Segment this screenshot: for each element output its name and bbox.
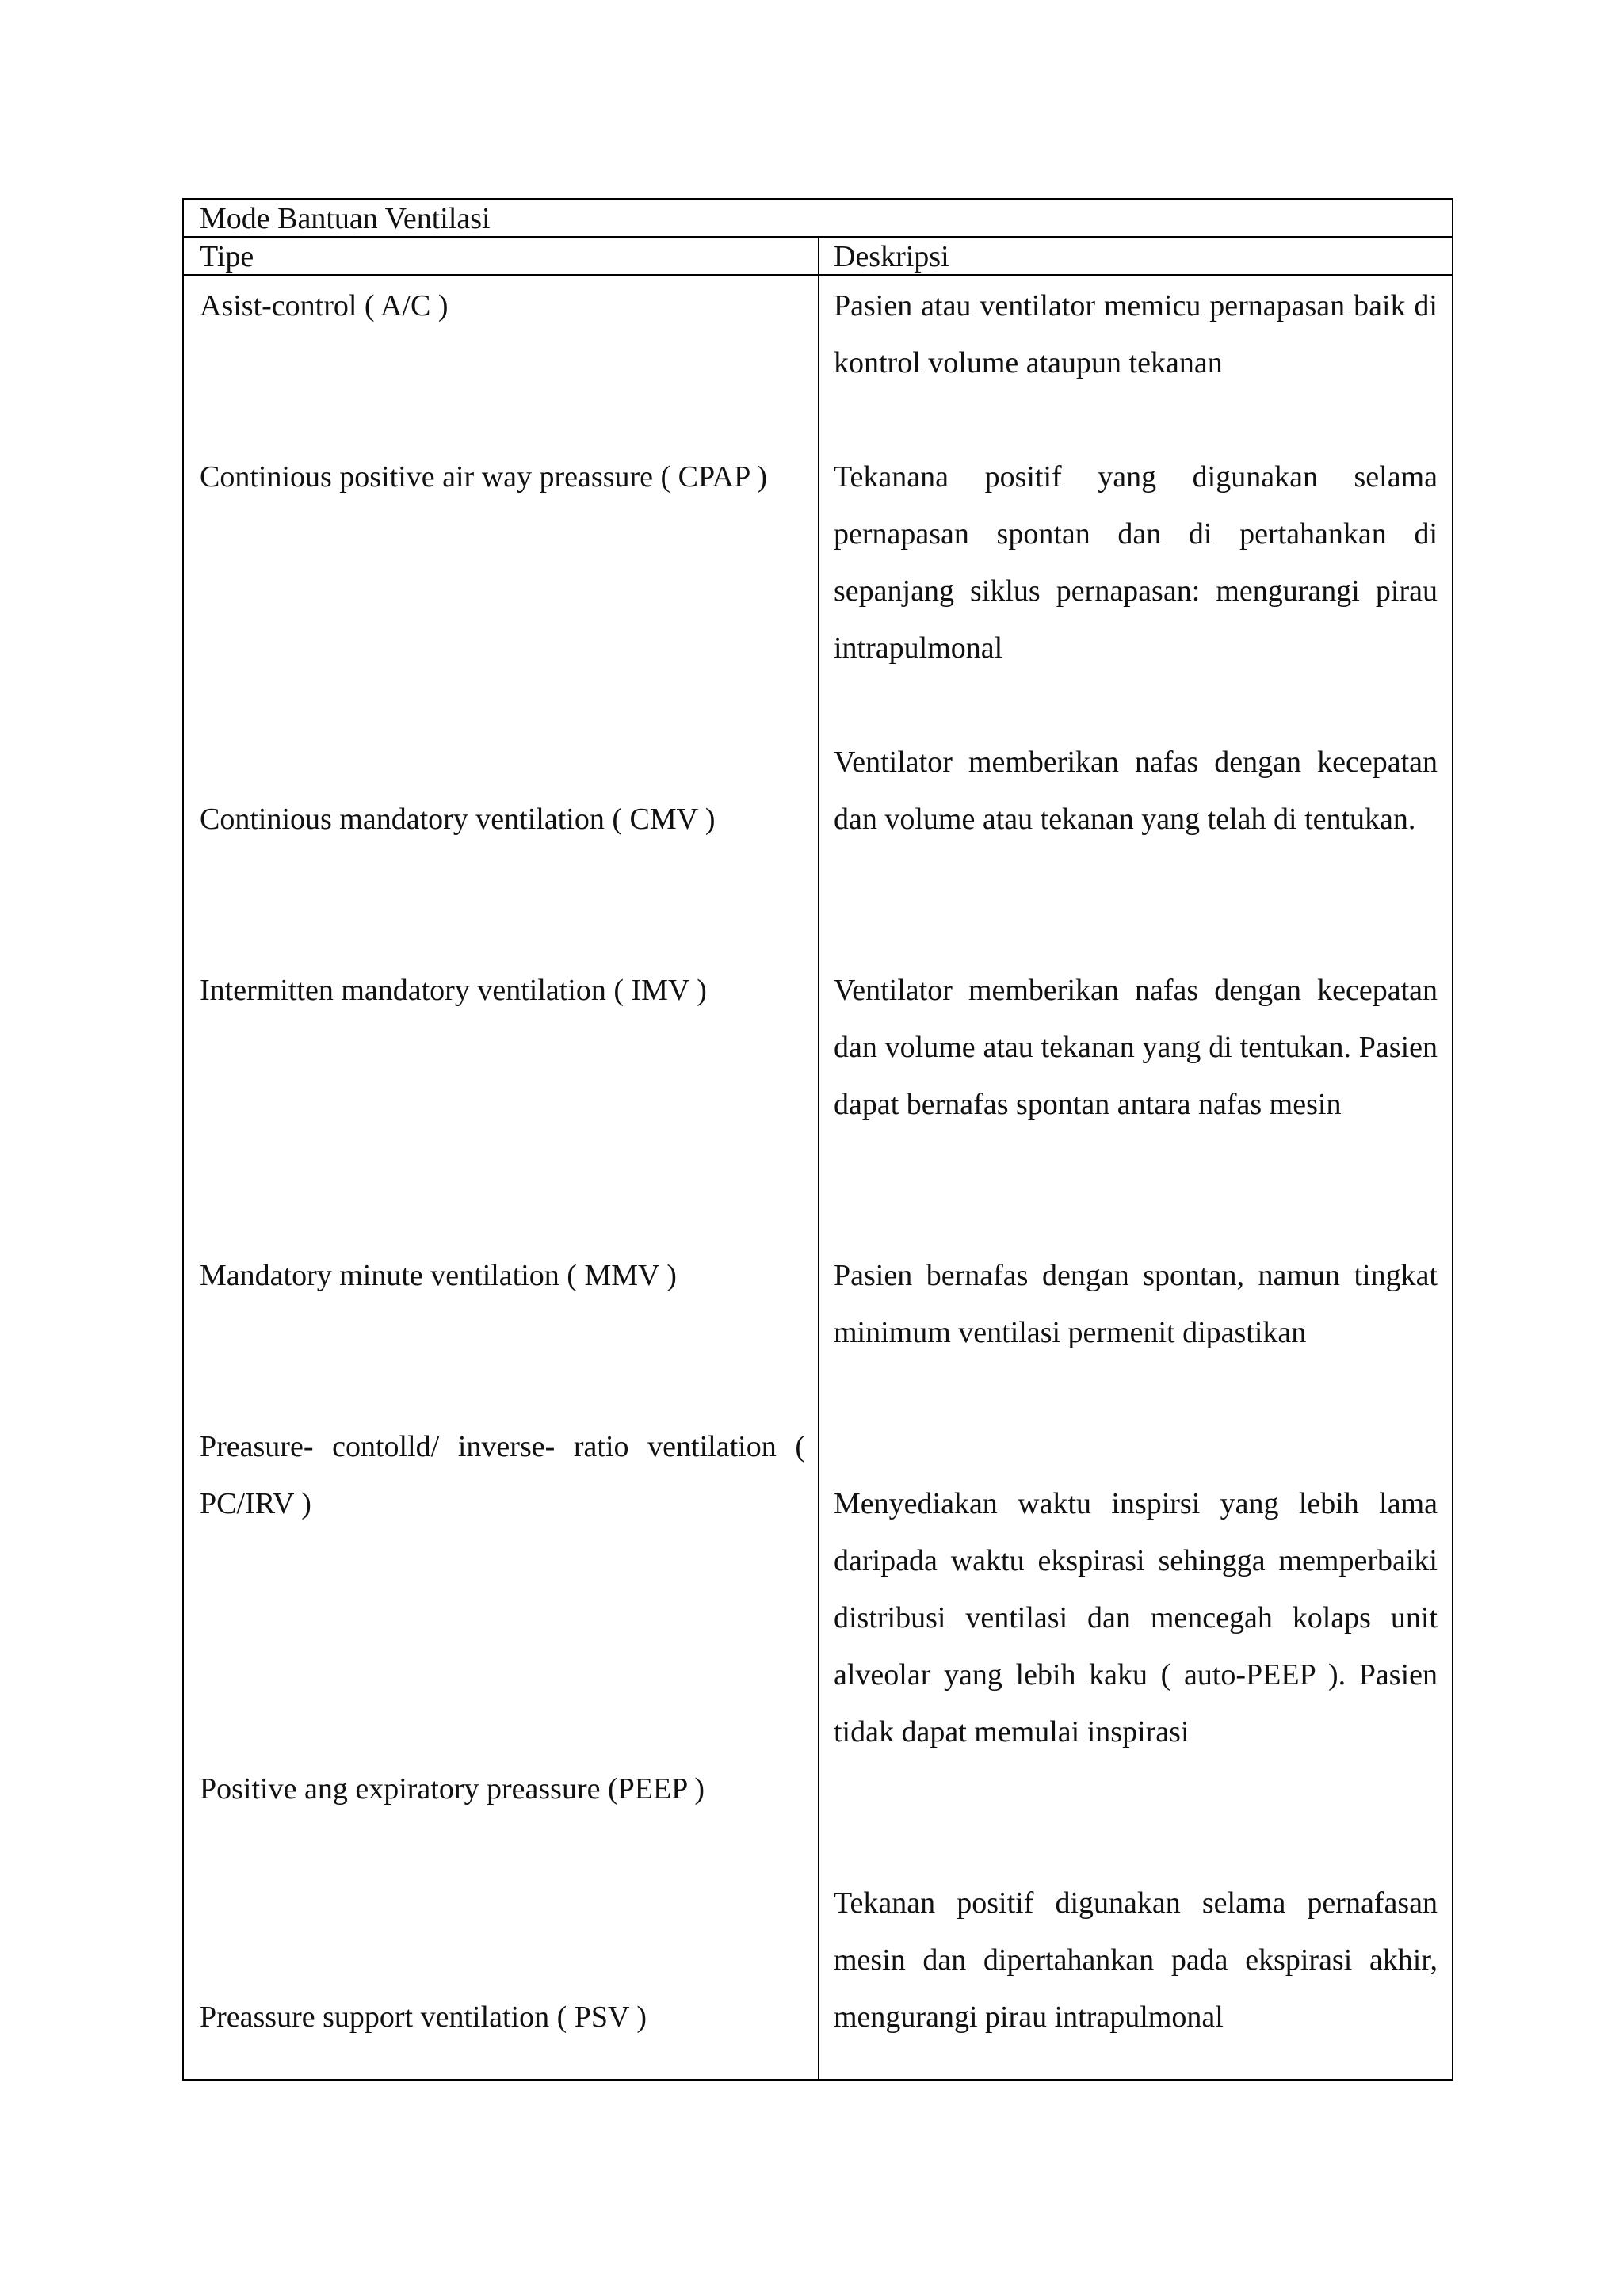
header-type: Tipe [200, 240, 254, 273]
type-cell: Asist-control ( A/C ) [200, 289, 449, 322]
table-title-row [184, 200, 1452, 238]
type-cell: Preassure support ventilation ( PSV ) [200, 2000, 647, 2034]
description-cell: Pasien atau ventilator memicu pernapasan baik di kontrol volume ataupun tekanan [834, 289, 1438, 379]
type-cell: Preasure- contolld/ inverse- ratio ventilation ( PC/IRV ) [200, 1430, 805, 1520]
description-cell: Pasien bernafas dengan spontan, namun tingkat minimum ventilasi permenit dipastikan [834, 1259, 1438, 1349]
type-cell: Positive ang expiratory preassure (PEEP ) [200, 1772, 705, 1806]
description-cell: Tekanana positif yang digunakan selama pernapasan spontan dan di pertahankan di sepanjang siklus pernapasan: mengurangi pirau intrapulmonal [834, 460, 1438, 665]
column-divider [818, 238, 819, 2079]
type-cell: Mandatory minute ventilation ( MMV ) [200, 1259, 677, 1292]
description-cell: Tekanan positif digunakan selama pernafasan mesin dan dipertahankan pada ekspirasi akhir, mengurangi pirau intrapulmonal [834, 1886, 1438, 2034]
type-cell: Continious positive air way preassure ( CPAP ) [200, 460, 767, 494]
type-cell: Continious mandatory ventilation ( CMV ) [200, 803, 716, 836]
description-cell: Ventilator memberikan nafas dengan kecepatan dan volume atau tekanan yang di tentukan. Pasien dapat bernafas spontan antara nafas mesin [834, 974, 1438, 1121]
description-cell: Ventilator memberikan nafas dengan kecepatan dan volume atau tekanan yang telah di tentukan. [834, 746, 1438, 836]
ventilation-modes-table [182, 198, 1453, 2081]
table-title: Mode Bantuan Ventilasi [200, 202, 491, 235]
type-cell: Intermitten mandatory ventilation ( IMV ) [200, 974, 707, 1007]
header-description: Deskripsi [834, 240, 949, 273]
description-cell: Menyediakan waktu inspirsi yang lebih lama daripada waktu ekspirasi sehingga memperbaiki distribusi ventilasi dan mencegah kolaps unit alveolar yang lebih kaku ( auto-PEEP ). Pasien tidak dapat memulai inspirasi [834, 1487, 1438, 1749]
